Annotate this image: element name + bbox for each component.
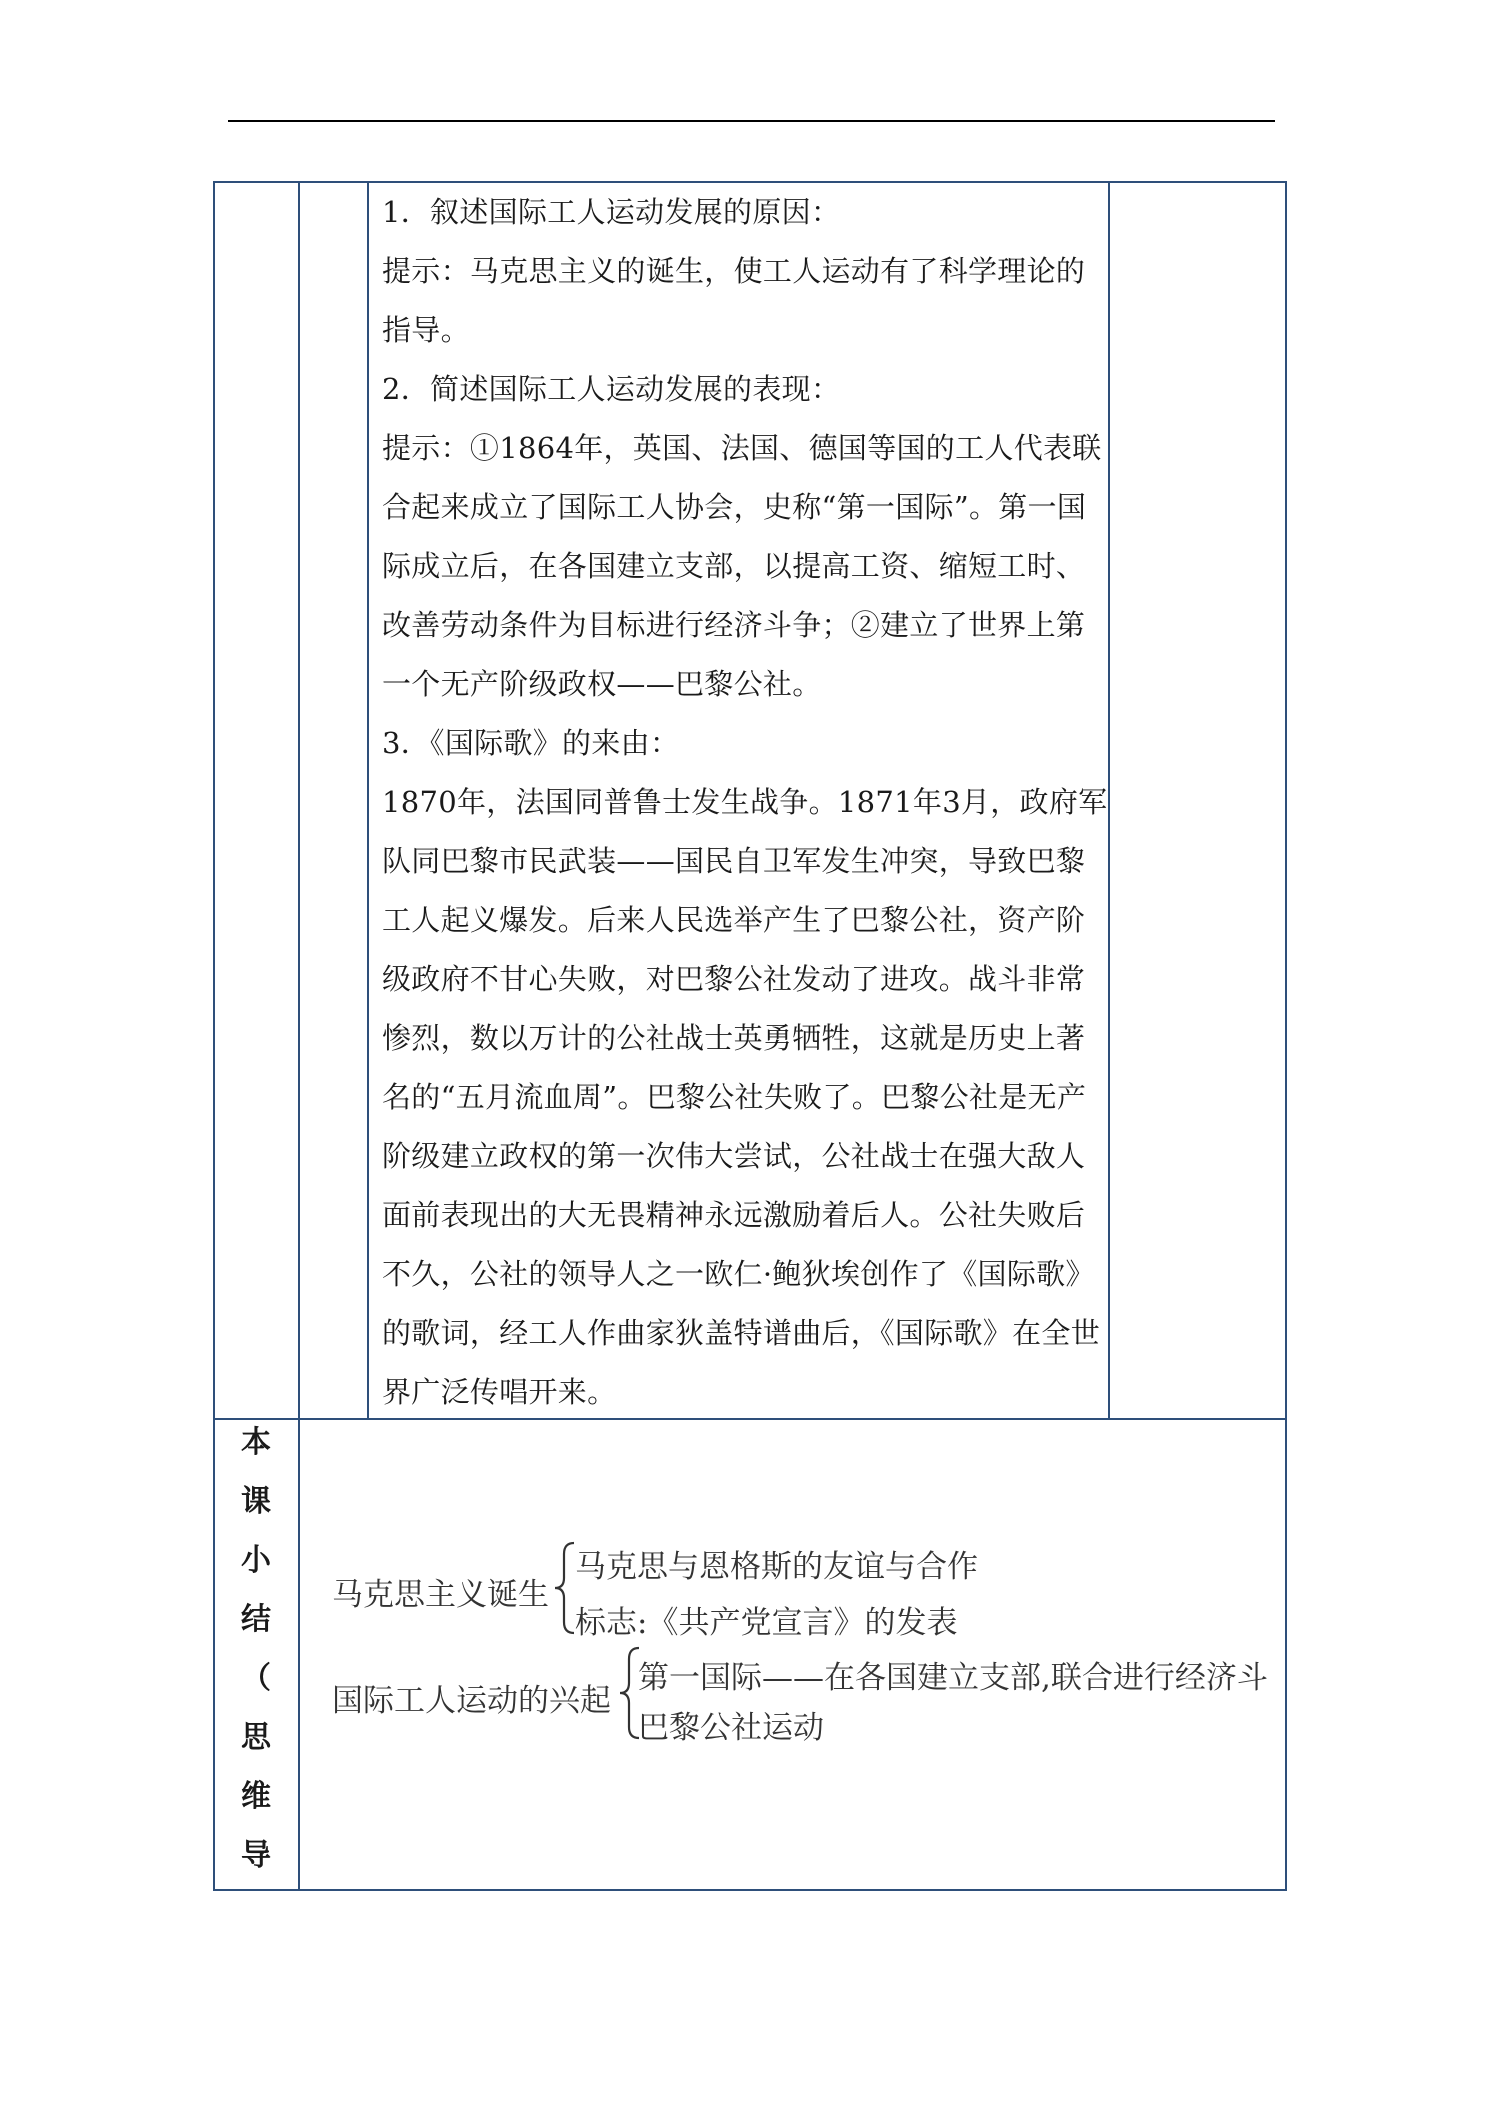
content-cell	[382, 183, 1112, 1422]
summary-label-char: 课	[241, 1484, 271, 1519]
table-bottom-border	[213, 1889, 1287, 1891]
mindmap-item-first-international: 第一国际——在各国建立支部,联合进行经济斗	[638, 1660, 1268, 1696]
summary-label	[214, 1413, 298, 1885]
table-right-border	[1285, 181, 1287, 1891]
question-2: 2．简述国际工人运动发展的表现：	[382, 372, 841, 406]
question-1: 1．叙述国际工人运动发展的原因：	[382, 195, 841, 229]
answer-1: 提示：马克思主义的诞生，使工人运动有了科学理论的指导。	[382, 254, 1086, 347]
summary-label-char: 小	[241, 1543, 271, 1578]
summary-label-char: 结	[241, 1602, 271, 1637]
mindmap-root-labor-movement: 国际工人运动的兴起	[332, 1683, 611, 1719]
mindmap-item-paris-commune: 巴黎公社运动	[638, 1710, 824, 1746]
summary-label-char: 维	[241, 1779, 271, 1814]
answer-2: 提示：①1864年，英国、法国、德国等国的工人代表联合起来成立了国际工人协会，史称“第一国际”。第一国际成立后，在各国建立支部，以提高工资、缩短工时、改善劳动条件为目标进行经济斗争；②建立了世界上第一个无产阶级政权——巴黎公社。	[382, 431, 1102, 701]
mindmap-item-friendship: 马克思与恩格斯的友谊与合作	[575, 1549, 978, 1585]
header-rule	[228, 120, 1275, 122]
summary-label-char: 思	[241, 1720, 271, 1755]
table-col-divider-2	[367, 181, 369, 1420]
question-3: 3．《国际歌》的来由：	[382, 726, 680, 760]
mindmap-item-manifesto: 标志:《共产党宣言》的发表	[575, 1605, 958, 1641]
summary-label-char: （	[241, 1661, 271, 1696]
summary-label-char: 导	[241, 1838, 271, 1873]
answer-3: 1870年，法国同普鲁士发生战争。1871年3月，政府军队同巴黎市民武装——国民自卫军发生冲突，导致巴黎工人起义爆发。后来人民选举产生了巴黎公社，资产阶级政府不甘心失败，对巴黎公社发动了进攻。战斗非常惨烈，数以万计的公社战士英勇牺牲，这就是历史上著名的“五月流血周”。巴黎公社失败了。巴黎公社是无产阶级建立政权的第一次伟大尝试，公社战士在强大敌人面前表现出的大无畏精神永远激励着后人。公社失败后不久，公社的领导人之一欧仁·鲍狄埃创作了《国际歌》的歌词，经工人作曲家狄盖特谱曲后，《国际歌》在全世界广泛传唱开来。	[382, 785, 1108, 1409]
mindmap-root-marxism: 马克思主义诞生	[332, 1577, 549, 1613]
table-col-divider-1	[298, 181, 300, 1891]
summary-label-char: 本	[241, 1425, 271, 1460]
